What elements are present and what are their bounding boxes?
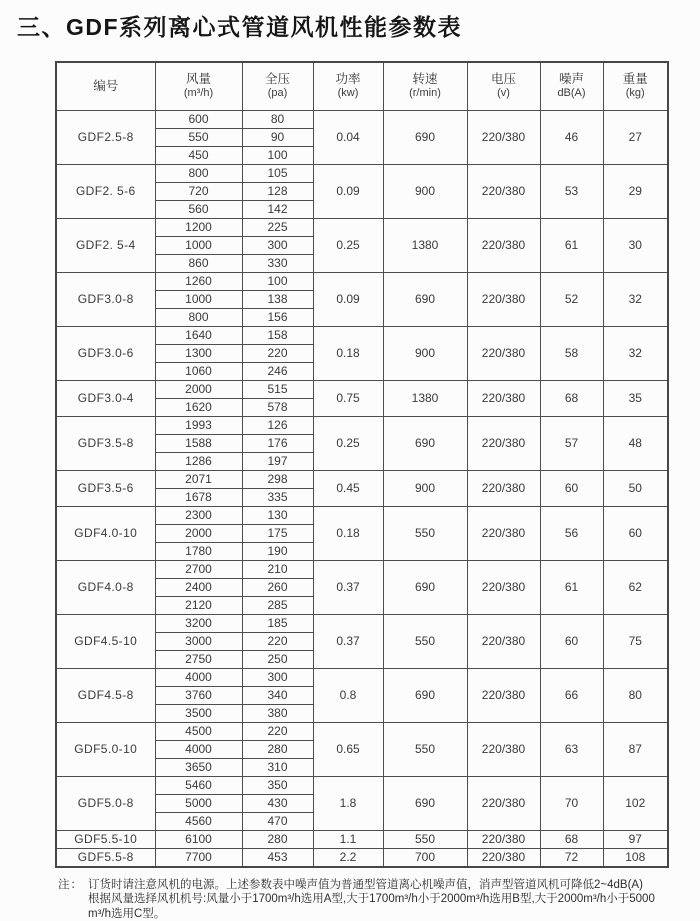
pressure-cell: 280 [242, 830, 313, 848]
airflow-cell: 1000 [155, 236, 242, 254]
pressure-cell: 100 [242, 272, 313, 290]
voltage-cell: 220/380 [467, 668, 540, 722]
weight-cell: 32 [603, 326, 668, 380]
table-row [56, 110, 668, 128]
power-cell: 0.75 [313, 380, 383, 416]
pressure-cell: 300 [242, 668, 313, 686]
noise-cell: 66 [540, 668, 603, 722]
airflow-cell: 1620 [155, 398, 242, 416]
table-row [56, 416, 668, 434]
airflow-cell: 4500 [155, 722, 242, 740]
weight-cell: 87 [603, 722, 668, 776]
table-row [56, 380, 668, 398]
airflow-cell: 2400 [155, 578, 242, 596]
pressure-cell: 285 [242, 596, 313, 614]
performance-table [55, 61, 669, 868]
airflow-cell: 2700 [155, 560, 242, 578]
column-header-unit: (kg) [604, 87, 668, 100]
pressure-cell: 298 [242, 470, 313, 488]
table-body [56, 110, 668, 867]
pressure-cell: 220 [242, 722, 313, 740]
airflow-cell: 1678 [155, 488, 242, 506]
airflow-cell: 1000 [155, 290, 242, 308]
column-header-2 [242, 62, 313, 110]
voltage-cell: 220/380 [467, 830, 540, 848]
footnote-line: 根据风量选择风机机号:风量小于1700m³/h选用A型,大于1700m³/h小于2000m³/h选用B型,大于2000m³/h小于5000 [88, 892, 683, 907]
pressure-cell: 128 [242, 182, 313, 200]
column-header-label: 电压 [468, 72, 540, 87]
footnote-line: m³/h选用C型。 [88, 907, 683, 921]
airflow-cell: 800 [155, 308, 242, 326]
noise-cell: 68 [540, 830, 603, 848]
weight-cell: 108 [603, 848, 668, 867]
airflow-cell: 3000 [155, 632, 242, 650]
model-cell: GDF4.5-10 [56, 614, 155, 668]
pressure-cell: 158 [242, 326, 313, 344]
noise-cell: 56 [540, 506, 603, 560]
noise-cell: 57 [540, 416, 603, 470]
airflow-cell: 1286 [155, 452, 242, 470]
noise-cell: 68 [540, 380, 603, 416]
voltage-cell: 220/380 [467, 776, 540, 830]
voltage-cell: 220/380 [467, 272, 540, 326]
footnote-lines [88, 878, 683, 921]
power-cell: 1.8 [313, 776, 383, 830]
table-row [56, 164, 668, 182]
pressure-cell: 138 [242, 290, 313, 308]
pressure-cell: 175 [242, 524, 313, 542]
power-cell: 0.09 [313, 164, 383, 218]
weight-cell: 75 [603, 614, 668, 668]
model-cell: GDF3.5-6 [56, 470, 155, 506]
airflow-cell: 860 [155, 254, 242, 272]
model-cell: GDF4.0-10 [56, 506, 155, 560]
speed-cell: 690 [383, 272, 467, 326]
airflow-cell: 7700 [155, 848, 242, 867]
pressure-cell: 260 [242, 578, 313, 596]
speed-cell: 1380 [383, 218, 467, 272]
speed-cell: 900 [383, 470, 467, 506]
airflow-cell: 1060 [155, 362, 242, 380]
power-cell: 0.37 [313, 614, 383, 668]
pressure-cell: 330 [242, 254, 313, 272]
airflow-cell: 4000 [155, 740, 242, 758]
airflow-cell: 800 [155, 164, 242, 182]
column-header-unit: dB(A) [541, 87, 603, 100]
airflow-cell: 6100 [155, 830, 242, 848]
airflow-cell: 2000 [155, 524, 242, 542]
column-header-unit: (r/min) [384, 87, 467, 100]
airflow-cell: 450 [155, 146, 242, 164]
pressure-cell: 335 [242, 488, 313, 506]
speed-cell: 550 [383, 506, 467, 560]
voltage-cell: 220/380 [467, 380, 540, 416]
pressure-cell: 185 [242, 614, 313, 632]
table-row [56, 470, 668, 488]
pressure-cell: 250 [242, 650, 313, 668]
airflow-cell: 1260 [155, 272, 242, 290]
pressure-cell: 197 [242, 452, 313, 470]
speed-cell: 690 [383, 776, 467, 830]
power-cell: 0.65 [313, 722, 383, 776]
pressure-cell: 380 [242, 704, 313, 722]
speed-cell: 550 [383, 830, 467, 848]
airflow-cell: 5000 [155, 794, 242, 812]
column-header-label: 功率 [314, 72, 383, 87]
column-header-unit: (m³/h) [156, 87, 242, 100]
airflow-cell: 2071 [155, 470, 242, 488]
airflow-cell: 4560 [155, 812, 242, 830]
power-cell: 0.37 [313, 560, 383, 614]
airflow-cell: 1993 [155, 416, 242, 434]
voltage-cell: 220/380 [467, 560, 540, 614]
noise-cell: 53 [540, 164, 603, 218]
pressure-cell: 130 [242, 506, 313, 524]
table-row [56, 668, 668, 686]
power-cell: 0.45 [313, 470, 383, 506]
airflow-cell: 720 [155, 182, 242, 200]
speed-cell: 550 [383, 722, 467, 776]
column-header-label: 编号 [57, 79, 155, 94]
column-header-7 [603, 62, 668, 110]
speed-cell: 900 [383, 164, 467, 218]
table-row [56, 326, 668, 344]
voltage-cell: 220/380 [467, 326, 540, 380]
airflow-cell: 3650 [155, 758, 242, 776]
column-header-label: 全压 [243, 72, 313, 87]
weight-cell: 30 [603, 218, 668, 272]
catalog-page [0, 9, 700, 910]
speed-cell: 550 [383, 614, 467, 668]
noise-cell: 60 [540, 614, 603, 668]
noise-cell: 58 [540, 326, 603, 380]
table-row [56, 848, 668, 867]
airflow-cell: 2750 [155, 650, 242, 668]
model-cell: GDF3.5-8 [56, 416, 155, 470]
pressure-cell: 280 [242, 740, 313, 758]
pressure-cell: 190 [242, 542, 313, 560]
footnote-prefix: 注： [58, 878, 88, 921]
page-title: 三、GDF系列离心式管道风机性能参数表 [17, 9, 700, 42]
model-cell: GDF5.0-10 [56, 722, 155, 776]
airflow-cell: 1640 [155, 326, 242, 344]
pressure-cell: 142 [242, 200, 313, 218]
table-row [56, 272, 668, 290]
footnote [58, 878, 683, 921]
airflow-cell: 2000 [155, 380, 242, 398]
speed-cell: 900 [383, 326, 467, 380]
airflow-cell: 3200 [155, 614, 242, 632]
airflow-cell: 550 [155, 128, 242, 146]
speed-cell: 690 [383, 560, 467, 614]
pressure-cell: 156 [242, 308, 313, 326]
table-row [56, 722, 668, 740]
pressure-cell: 515 [242, 380, 313, 398]
power-cell: 1.1 [313, 830, 383, 848]
airflow-cell: 4000 [155, 668, 242, 686]
model-cell: GDF5.5-10 [56, 830, 155, 848]
voltage-cell: 220/380 [467, 218, 540, 272]
column-header-5 [467, 62, 540, 110]
airflow-cell: 2300 [155, 506, 242, 524]
model-cell: GDF2. 5-6 [56, 164, 155, 218]
power-cell: 0.18 [313, 326, 383, 380]
pressure-cell: 453 [242, 848, 313, 867]
airflow-cell: 1300 [155, 344, 242, 362]
footnote-line: 订货时请注意风机的电源。上述参数表中噪声值为普通型管道离心机噪声值，消声型管道风机可降低2~4dB(A) [88, 878, 683, 893]
airflow-cell: 3500 [155, 704, 242, 722]
noise-cell: 61 [540, 560, 603, 614]
column-header-label: 风量 [156, 72, 242, 87]
column-header-unit: (kw) [314, 87, 383, 100]
model-cell: GDF2. 5-4 [56, 218, 155, 272]
column-header-3 [313, 62, 383, 110]
pressure-cell: 220 [242, 344, 313, 362]
pressure-cell: 225 [242, 218, 313, 236]
table-row [56, 218, 668, 236]
table-row [56, 614, 668, 632]
power-cell: 0.18 [313, 506, 383, 560]
pressure-cell: 126 [242, 416, 313, 434]
pressure-cell: 176 [242, 434, 313, 452]
pressure-cell: 578 [242, 398, 313, 416]
airflow-cell: 1200 [155, 218, 242, 236]
airflow-cell: 560 [155, 200, 242, 218]
voltage-cell: 220/380 [467, 848, 540, 867]
model-cell: GDF3.0-8 [56, 272, 155, 326]
airflow-cell: 3760 [155, 686, 242, 704]
column-header-1 [155, 62, 242, 110]
voltage-cell: 220/380 [467, 110, 540, 164]
table-header [56, 62, 668, 110]
noise-cell: 70 [540, 776, 603, 830]
power-cell: 0.8 [313, 668, 383, 722]
voltage-cell: 220/380 [467, 722, 540, 776]
weight-cell: 29 [603, 164, 668, 218]
pressure-cell: 300 [242, 236, 313, 254]
noise-cell: 63 [540, 722, 603, 776]
weight-cell: 60 [603, 506, 668, 560]
column-header-label: 噪声 [541, 72, 603, 87]
voltage-cell: 220/380 [467, 416, 540, 470]
weight-cell: 80 [603, 668, 668, 722]
noise-cell: 61 [540, 218, 603, 272]
power-cell: 0.25 [313, 218, 383, 272]
speed-cell: 690 [383, 110, 467, 164]
model-cell: GDF3.0-4 [56, 380, 155, 416]
column-header-6 [540, 62, 603, 110]
power-cell: 0.25 [313, 416, 383, 470]
model-cell: GDF5.0-8 [56, 776, 155, 830]
pressure-cell: 470 [242, 812, 313, 830]
airflow-cell: 1780 [155, 542, 242, 560]
airflow-cell: 600 [155, 110, 242, 128]
power-cell: 0.09 [313, 272, 383, 326]
column-header-unit: (v) [468, 87, 540, 100]
power-cell: 0.04 [313, 110, 383, 164]
model-cell: GDF5.5-8 [56, 848, 155, 867]
speed-cell: 690 [383, 668, 467, 722]
table-row [56, 560, 668, 578]
pressure-cell: 105 [242, 164, 313, 182]
pressure-cell: 350 [242, 776, 313, 794]
airflow-cell: 1588 [155, 434, 242, 452]
pressure-cell: 340 [242, 686, 313, 704]
speed-cell: 690 [383, 416, 467, 470]
weight-cell: 35 [603, 380, 668, 416]
pressure-cell: 310 [242, 758, 313, 776]
model-cell: GDF4.5-8 [56, 668, 155, 722]
table-row [56, 830, 668, 848]
weight-cell: 50 [603, 470, 668, 506]
airflow-cell: 2120 [155, 596, 242, 614]
weight-cell: 27 [603, 110, 668, 164]
pressure-cell: 80 [242, 110, 313, 128]
column-header-4 [383, 62, 467, 110]
pressure-cell: 90 [242, 128, 313, 146]
pressure-cell: 246 [242, 362, 313, 380]
model-cell: GDF4.0-8 [56, 560, 155, 614]
column-header-label: 转速 [384, 72, 467, 87]
pressure-cell: 430 [242, 794, 313, 812]
header-row [56, 62, 668, 110]
model-cell: GDF3.0-6 [56, 326, 155, 380]
model-cell: GDF2.5-8 [56, 110, 155, 164]
speed-cell: 700 [383, 848, 467, 867]
noise-cell: 52 [540, 272, 603, 326]
voltage-cell: 220/380 [467, 506, 540, 560]
pressure-cell: 220 [242, 632, 313, 650]
table-row [56, 776, 668, 794]
airflow-cell: 5460 [155, 776, 242, 794]
weight-cell: 32 [603, 272, 668, 326]
weight-cell: 102 [603, 776, 668, 830]
voltage-cell: 220/380 [467, 614, 540, 668]
column-header-0 [56, 62, 155, 110]
column-header-unit: (pa) [243, 87, 313, 100]
weight-cell: 62 [603, 560, 668, 614]
speed-cell: 1380 [383, 380, 467, 416]
weight-cell: 48 [603, 416, 668, 470]
table-row [56, 506, 668, 524]
voltage-cell: 220/380 [467, 470, 540, 506]
noise-cell: 60 [540, 470, 603, 506]
power-cell: 2.2 [313, 848, 383, 867]
pressure-cell: 100 [242, 146, 313, 164]
noise-cell: 72 [540, 848, 603, 867]
noise-cell: 46 [540, 110, 603, 164]
weight-cell: 97 [603, 830, 668, 848]
pressure-cell: 210 [242, 560, 313, 578]
column-header-label: 重量 [604, 72, 668, 87]
voltage-cell: 220/380 [467, 164, 540, 218]
